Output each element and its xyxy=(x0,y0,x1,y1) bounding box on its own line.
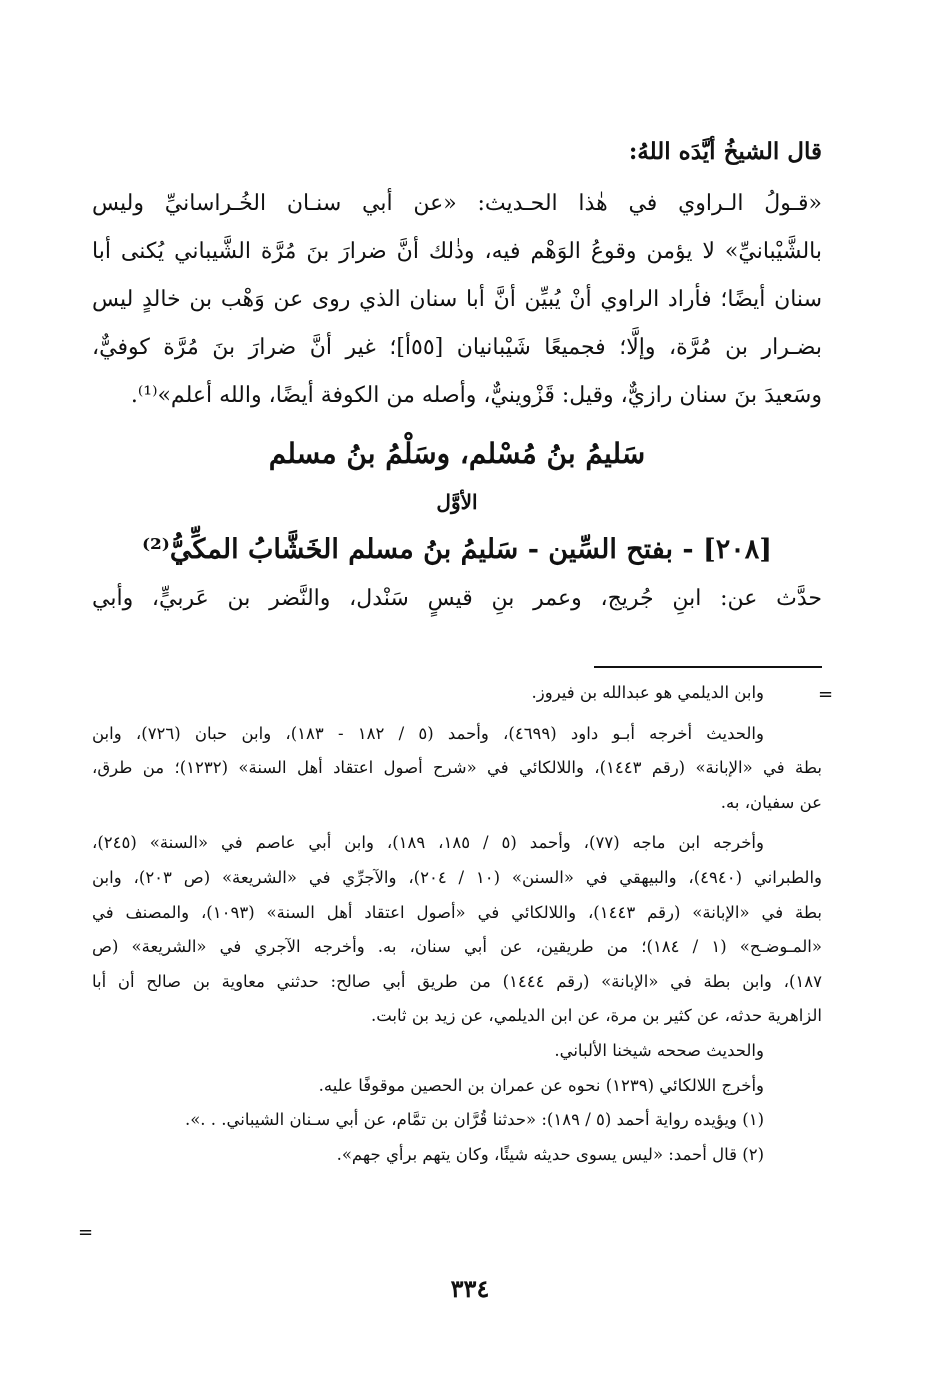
continuation-marker: = xyxy=(818,684,834,705)
end-marker: = xyxy=(78,1222,94,1243)
footnotes-block xyxy=(92,676,822,1172)
footnote-line: وأخرجه ابن ماجه (٧٧)، وأحمد (٥ / ١٨٥، ١٨٩)، وابن أبي عاصم في «السنة» (٢٤٥)، xyxy=(92,833,764,853)
footnote-paragraph xyxy=(92,826,822,1034)
quote-line: سنان أيضًا؛ فأراد الراوي أنْ يُبيِّن أنَّ أبا سنان الذي روى عن وَهْب بن خالدٍ ليس xyxy=(92,287,822,312)
footnote-line: ١٨٧)، وابن بطة في «الإبانة» (رقم ١٤٤٤) من طريق أبي صالح: حدثني معاوية بن صالح أن أبا xyxy=(92,971,822,991)
intro-line: قال الشيخُ أيَّدَه اللهُ: xyxy=(628,138,822,165)
section-title: سَليمُ بنُ مُسْلم، وسَلْمُ بنُ مسلم xyxy=(268,437,646,470)
quote-line: «قـولُ الـراوي في هٰذا الحـديث: «عن أبي سنـان الخُـراسانيِّ وليس xyxy=(92,191,822,216)
footnote-line: بطة في «الإبانة» (رقم ١٤٤٣)، واللالكائي في «شرح أصول اعتقاد أهل السنة» (١٢٣٢)؛ من طرق، xyxy=(92,758,822,778)
entry-heading: [٢٠٨] - بفتح السِّين - سَليمُ بنُ مسلم الخَشَّابُ المكِّيُّ⁽²⁾ xyxy=(141,534,773,565)
quote-line: بالشَّيْبانيِّ» لا يؤمن وقوعُ الوَهْم فيه، وذٰلك أنَّ ضرارَ بنَ مُرَّة الشَّيباني يُكنى أبا xyxy=(92,239,822,264)
quote-paragraph xyxy=(92,180,822,420)
footnote-line: والطبراني (٤٩٤٠)، والبيهقي في «السنن» (١٠ / ٢٠٤)، والآجرِّي في «الشريعة» (ص ٢٠٣)، وابن xyxy=(92,867,823,887)
main-text-block xyxy=(92,130,822,628)
footnote-line: والحديث أخرجه أبـو داود (٤٦٩٩)، وأحمد (٥ / ١٨٢ - ١٨٣)، وابن حبان (٧٢٦)، وابن xyxy=(92,723,764,743)
footnote-paragraph: وابن الديلمي هو عبدالله بن فيروز. xyxy=(531,683,764,702)
footnote-paragraph: والحديث صححه شيخنا الألباني. xyxy=(554,1040,764,1060)
footnote-separator xyxy=(594,666,822,668)
footnote-2: (٢) قال أحمد: «ليس يسوى حديثه شيئًا، وكان يتهم برأي جهم». xyxy=(336,1144,764,1164)
footnote-line: بطة في «الإبانة» (رقم ١٤٤٣)، واللالكائي في «أصول اعتقاد أهل السنة» (١٠٩٣)، والمصنف في xyxy=(92,902,822,922)
footnote-line: «المـوضـح» (١ / ١٨٤)؛ من طريقين، عن أبي سنان، به. وأخرجه الآجري في «الشريعة» (ص xyxy=(92,937,822,957)
footnote-1: (١) ويؤيده رواية أحمد (٥ / ١٨٩): «حدثنا قُرَّان بن تمَّام، عن أبي سـنان الشيباني. . .». xyxy=(184,1110,764,1130)
footnote-line: عن سفيان، به. xyxy=(720,792,822,812)
hadith-line: حدَّث عن: ابنِ جُريج، وعمر بنِ قيسٍ سَنْدل، والنَّضر بن عَربيٍّ، وأبي xyxy=(92,586,822,611)
page-number: ٣٣٤ xyxy=(450,1274,490,1303)
section-subtitle: الأوَّل xyxy=(436,490,478,514)
quote-line: وسَعيدَ بنَ سنان رازيٌّ، وقيل: قَزْوينيٌّ، وأصله من الكوفة أيضًا، والله أعلم»⁽¹⁾. xyxy=(130,383,822,408)
quote-line: بضـرار بن مُرَّة، وإلَّا؛ فجميعًا شَيْبانيان [٥٥أ]؛ غير أنَّ ضرارَ بنَ مُرَّة كوفيٌّ، xyxy=(92,335,822,360)
footnote-line: الزاهرية حدثه، عن كثير بن مرة، عن ابن الديلمي، عن زيد بن ثابت. xyxy=(370,1006,822,1026)
footnote-paragraph xyxy=(92,717,822,821)
footnote-paragraph: وأخرج اللالكائي (١٢٣٩) نحوه عن عمران بن الحصين موقوفًا عليه. xyxy=(318,1075,764,1095)
